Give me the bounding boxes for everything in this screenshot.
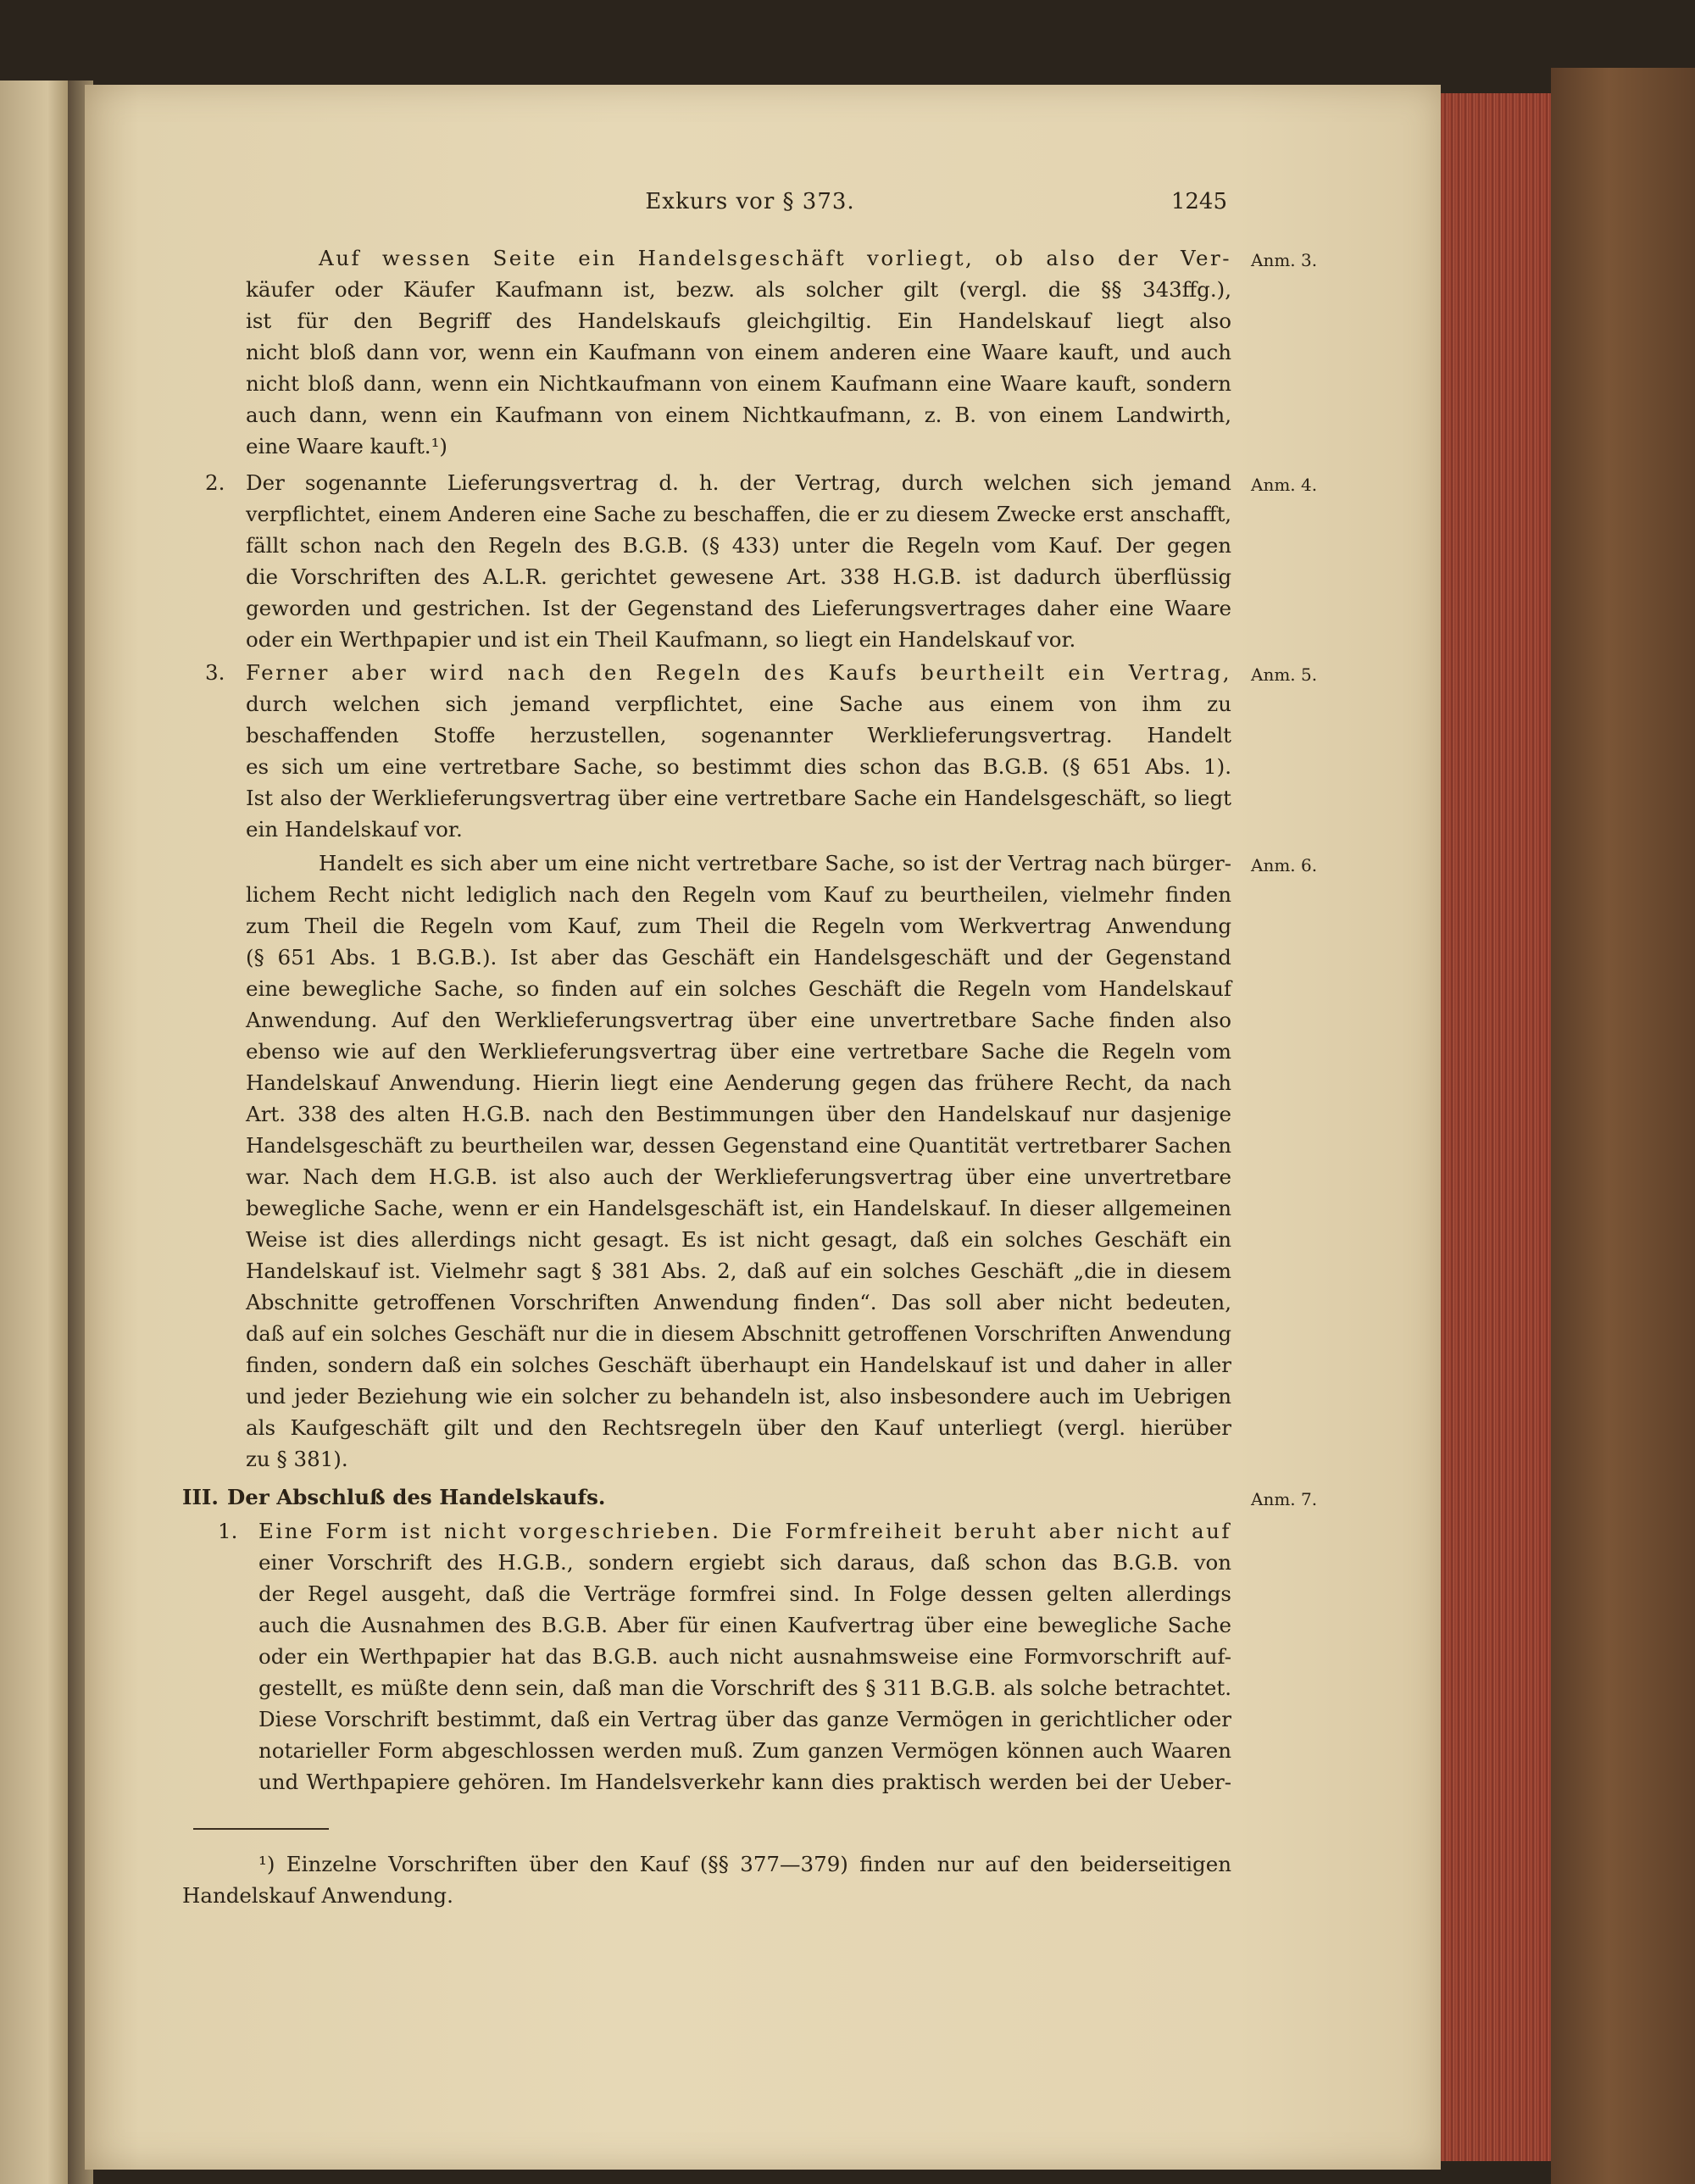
- text-line: beschaffenden Stoffe herzustellen, sogenannter Werklieferungsvertrag. Handelt: [246, 723, 1231, 747]
- text-line: der Regel ausgeht, daß die Verträge formfrei sind. In Folge dessen gelten allerdings: [258, 1581, 1231, 1606]
- text-line: durch welchen sich jemand verpflichtet, eine Sache aus einem von ihm zu: [246, 692, 1231, 716]
- text-line: Handelt es sich aber um eine nicht vertretbare Sache, so ist der Vertrag nach bürger-: [319, 851, 1231, 875]
- footnote-rule: [193, 1828, 329, 1830]
- margin-note: Anm. 3.: [1251, 250, 1318, 270]
- text-line: Der sogenannte Lieferungsvertrag d. h. der Vertrag, durch welchen sich jemand: [246, 470, 1231, 495]
- item-number: 3.: [205, 660, 225, 685]
- text-line: nicht bloß dann, wenn ein Nichtkaufmann von einem Kaufmann eine Waare kauft, sondern: [246, 371, 1231, 396]
- text-line: Anwendung. Auf den Werklieferungsvertrag über eine unvertretbare Sache finden also: [246, 1008, 1231, 1032]
- left-page-edge: [0, 81, 68, 2184]
- text-line: geworden und gestrichen. Ist der Gegenstand des Lieferungsvertrages daher eine Waare: [246, 596, 1231, 620]
- text-line: finden, sondern daß ein solches Geschäft überhaupt ein Handelskauf ist und daher in aller: [246, 1353, 1231, 1377]
- text-line: eine bewegliche Sache, so finden auf ein solches Geschäft die Regeln vom Handelskauf: [246, 976, 1231, 1001]
- text-line: die Vorschriften des A.L.R. gerichtet gewesene Art. 338 H.G.B. ist dadurch überflüssig: [246, 564, 1231, 589]
- text-line: Art. 338 des alten H.G.B. nach den Bestimmungen über den Handelskauf nur dasjenige: [246, 1102, 1231, 1126]
- text-line: Handelsgeschäft zu beurtheilen war, dessen Gegenstand eine Quantität vertretbarer Sachen: [246, 1133, 1231, 1158]
- item-number: 1.: [218, 1519, 238, 1543]
- text-line: ein Handelskauf vor.: [246, 817, 463, 842]
- running-header: Exkurs vor § 373.: [645, 189, 855, 214]
- text-line: Ferner aber wird nach den Regeln des Kaufs beurtheilt ein Vertrag,: [246, 660, 1231, 685]
- item-number: 2.: [205, 470, 225, 495]
- text-line: nicht bloß dann vor, wenn ein Kaufmann von einem anderen eine Waare kauft, und auch: [246, 340, 1231, 364]
- text-line: als Kaufgeschäft gilt und den Rechtsregeln über den Kauf unterliegt (vergl. hierüber: [246, 1415, 1231, 1440]
- text-line: Abschnitte getroffenen Vorschriften Anwendung finden“. Das soll aber nicht bedeuten,: [246, 1290, 1231, 1314]
- text-line: auch die Ausnahmen des B.G.B. Aber für einen Kaufvertrag über eine bewegliche Sache: [258, 1613, 1231, 1637]
- margin-note: Anm. 7.: [1251, 1489, 1318, 1509]
- text-line: notarieller Form abgeschlossen werden muß. Zum ganzen Vermögen können auch Waaren: [258, 1738, 1231, 1763]
- text-line: zu § 381).: [246, 1447, 348, 1471]
- text-line: einer Vorschrift des H.G.B., sondern ergiebt sich daraus, daß schon das B.G.B. von: [258, 1550, 1231, 1575]
- margin-note: Anm. 5.: [1251, 664, 1318, 685]
- text-line: Handelskauf ist. Vielmehr sagt § 381 Abs. 2, daß auf ein solches Geschäft „die in diesem: [246, 1259, 1231, 1283]
- text-line: es sich um eine vertretbare Sache, so bestimmt dies schon das B.G.B. (§ 651 Abs. 1).: [246, 754, 1231, 779]
- text-line: käufer oder Käufer Kaufmann ist, bezw. als solcher gilt (vergl. die §§ 343ffg.),: [246, 277, 1231, 302]
- text-line: und jeder Beziehung wie ein solcher zu behandeln ist, also insbesondere auch im Uebrigen: [246, 1384, 1231, 1409]
- margin-note: Anm. 4.: [1251, 475, 1318, 495]
- footnote-line: Handelskauf Anwendung.: [182, 1883, 453, 1908]
- footnote-line: ¹) Einzelne Vorschriften über den Kauf (§§ 377—379) finden nur auf den beiderseitigen: [258, 1852, 1231, 1876]
- text-line: ebenso wie auf den Werklieferungsvertrag über eine vertretbare Sache die Regeln vom: [246, 1039, 1231, 1064]
- text-line: lichem Recht nicht lediglich nach den Regeln vom Kauf zu beurtheilen, vielmehr finden: [246, 882, 1231, 907]
- text-line: Ist also der Werklieferungsvertrag über eine vertretbare Sache ein Handelsgeschäft, so liegt: [246, 786, 1231, 810]
- section-title: Der Abschluß des Handelskaufs.: [227, 1485, 606, 1509]
- text-line: Eine Form ist nicht vorgeschrieben. Die Formfreiheit beruht aber nicht auf: [258, 1519, 1231, 1543]
- text-line: war. Nach dem H.G.B. ist also auch der Werklieferungsvertrag über eine unvertretbare: [246, 1164, 1231, 1189]
- text-line: fällt schon nach den Regeln des B.G.B. (§ 433) unter die Regeln vom Kauf. Der gegen: [246, 533, 1231, 558]
- section-number: III.: [182, 1485, 219, 1509]
- text-line: daß auf ein solches Geschäft nur die in diesem Abschnitt getroffenen Vorschriften Anwendung: [246, 1322, 1231, 1346]
- text-line: oder ein Werthpapier hat das B.G.B. auch nicht ausnahmsweise eine Formvorschrift auf-: [258, 1644, 1231, 1669]
- text-line: bewegliche Sache, wenn er ein Handelsgeschäft ist, ein Handelskauf. In dieser allgemeinen: [246, 1196, 1231, 1220]
- book-cover: [1551, 68, 1695, 2184]
- text-line: und Werthpapiere gehören. Im Handelsverkehr kann dies praktisch werden bei der Ueber-: [258, 1770, 1231, 1794]
- page-block-edge: [1441, 93, 1551, 2161]
- text-line: ist für den Begriff des Handelskaufs gleichgiltig. Ein Handelskauf liegt also: [246, 308, 1231, 333]
- text-line: eine Waare kauft.¹): [246, 434, 447, 458]
- text-line: Auf wessen Seite ein Handelsgeschäft vorliegt, ob also der Ver-: [319, 246, 1231, 270]
- margin-note: Anm. 6.: [1251, 855, 1318, 875]
- text-line: auch dann, wenn ein Kaufmann von einem Nichtkaufmann, z. B. von einem Landwirth,: [246, 403, 1231, 427]
- text-line: Weise ist dies allerdings nicht gesagt. Es ist nicht gesagt, daß ein solches Geschäft ein: [246, 1227, 1231, 1252]
- text-line: oder ein Werthpapier und ist ein Theil Kaufmann, so liegt ein Handelskauf vor.: [246, 627, 1076, 652]
- text-line: (§ 651 Abs. 1 B.G.B.). Ist aber das Geschäft ein Handelsgeschäft und der Gegenstand: [246, 945, 1231, 970]
- text-line: gestellt, es müßte denn sein, daß man die Vorschrift des § 311 B.G.B. als solche betrachtet.: [258, 1676, 1231, 1700]
- page-number: 1245: [1170, 189, 1227, 214]
- text-line: zum Theil die Regeln vom Kauf, zum Theil die Regeln vom Werkvertrag Anwendung: [246, 914, 1231, 938]
- text-line: Diese Vorschrift bestimmt, daß ein Vertrag über das ganze Vermögen in gerichtlicher oder: [258, 1707, 1231, 1731]
- text-line: verpflichtet, einem Anderen eine Sache zu beschaffen, die er zu diesem Zwecke erst anschafft,: [246, 503, 1231, 526]
- text-line: Handelskauf Anwendung. Hierin liegt eine Aenderung gegen das frühere Recht, da nach: [246, 1070, 1231, 1095]
